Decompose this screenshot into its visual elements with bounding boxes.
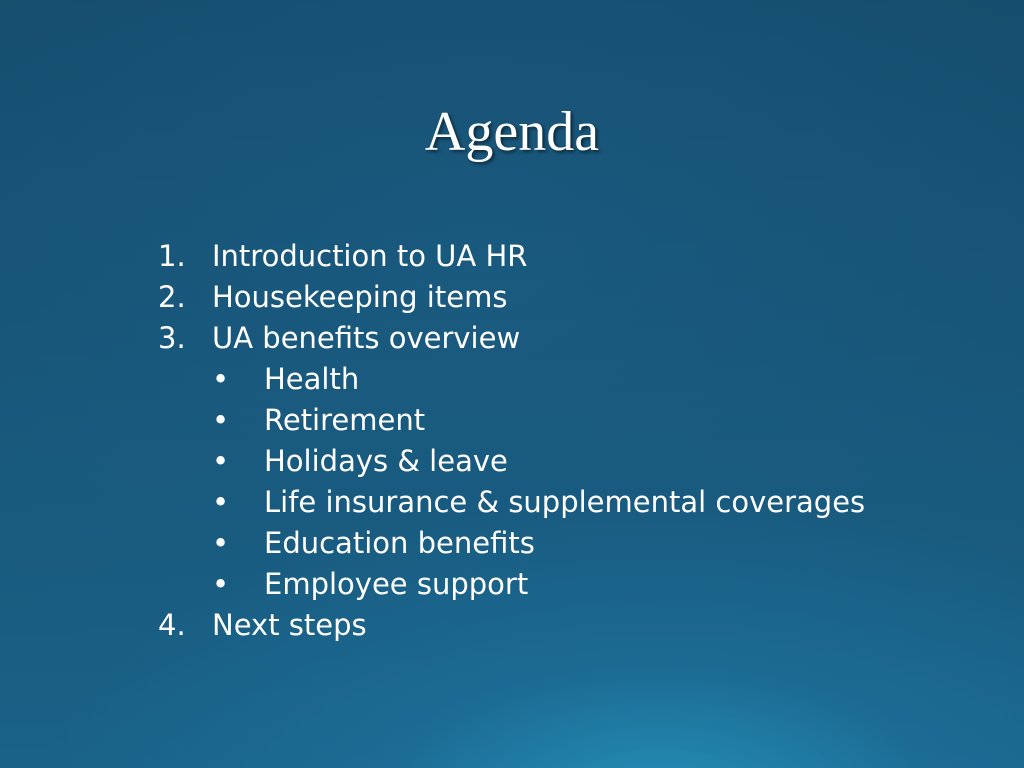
item-label: Introduction to UA HR [212,239,528,273]
subitem-label: Retirement [264,403,426,437]
agenda-subitem [158,523,938,564]
subitem-label: Health [264,362,360,396]
bullet-icon: • [212,526,230,560]
agenda-item [158,277,938,318]
agenda-item [158,605,938,646]
bullet-icon: • [212,485,230,519]
bullet-icon: • [212,444,230,478]
agenda-subitem [158,359,938,400]
item-label: Housekeeping items [212,280,508,314]
slide-title: Agenda [424,101,600,163]
agenda-item [158,318,938,359]
agenda-subitem [158,482,938,523]
agenda-item [158,236,938,277]
agenda-subitem [158,400,938,441]
item-number: 1. [158,239,186,273]
agenda-subitem [158,564,938,605]
agenda-list [158,236,938,646]
item-label: UA benefits overview [212,321,521,355]
subitem-label: Holidays & leave [264,444,508,478]
item-number: 4. [158,608,186,642]
subitem-label: Education benefits [264,526,535,560]
item-number: 2. [158,280,186,314]
agenda-subitem [158,441,938,482]
bullet-icon: • [212,362,230,396]
item-label: Next steps [212,608,367,642]
bullet-icon: • [212,403,230,437]
item-number: 3. [158,321,186,355]
bullet-icon: • [212,567,230,601]
subitem-label: Life insurance & supplemental coverages [264,485,866,519]
subitem-label: Employee support [264,567,529,601]
